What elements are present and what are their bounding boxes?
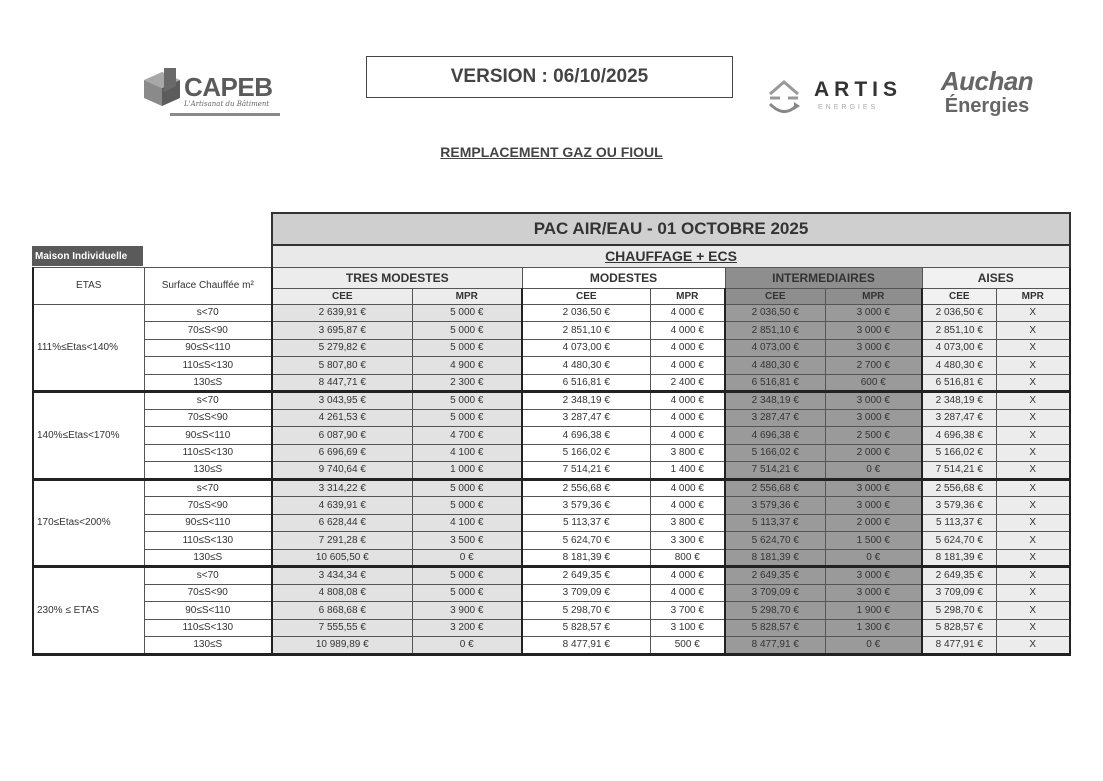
cell-intermediaires-cee: 5 166,02 € <box>725 444 825 462</box>
cell-modestes-mpr: 3 100 € <box>650 619 725 637</box>
cell-modestes-cee: 8 181,39 € <box>522 549 650 567</box>
cell-tres-modestes-cee: 9 740,64 € <box>272 462 412 480</box>
category-intermediaires: INTERMEDIAIRES <box>725 267 922 288</box>
cell-intermediaires-cee: 7 514,21 € <box>725 462 825 480</box>
cell-modestes-mpr: 4 000 € <box>650 409 725 427</box>
surface-range: 90≤S<110 <box>144 339 272 357</box>
subheader-mpr: MPR <box>996 288 1070 304</box>
cell-intermediaires-mpr: 3 000 € <box>825 322 922 340</box>
cell-intermediaires-cee: 3 709,09 € <box>725 584 825 602</box>
cell-modestes-mpr: 3 800 € <box>650 514 725 532</box>
artis-sub: ENERGIES <box>818 104 879 111</box>
cell-tres-modestes-mpr: 5 000 € <box>412 304 522 322</box>
cell-tres-modestes-cee: 8 447,71 € <box>272 374 412 392</box>
cell-aises-cee: 5 624,70 € <box>922 532 996 550</box>
cell-modestes-mpr: 3 700 € <box>650 602 725 620</box>
cell-intermediaires-mpr: 3 000 € <box>825 409 922 427</box>
cell-aises-cee: 8 181,39 € <box>922 549 996 567</box>
surface-range: 110≤S<130 <box>144 444 272 462</box>
category-modestes: MODESTES <box>522 267 725 288</box>
cell-modestes-cee: 2 649,35 € <box>522 567 650 585</box>
cell-modestes-mpr: 500 € <box>650 637 725 655</box>
cell-aises-mpr: X <box>996 479 1070 497</box>
subheader-mpr: MPR <box>825 288 922 304</box>
artis-name: ARTIS <box>814 78 902 101</box>
cell-modestes-cee: 3 709,09 € <box>522 584 650 602</box>
cell-modestes-mpr: 4 000 € <box>650 479 725 497</box>
cell-modestes-mpr: 4 000 € <box>650 567 725 585</box>
cell-tres-modestes-mpr: 5 000 € <box>412 567 522 585</box>
cell-intermediaires-cee: 4 480,30 € <box>725 357 825 375</box>
cell-aises-cee: 2 851,10 € <box>922 322 996 340</box>
cell-intermediaires-cee: 2 036,50 € <box>725 304 825 322</box>
cell-modestes-mpr: 3 300 € <box>650 532 725 550</box>
aid-table <box>32 212 1071 656</box>
column-header-surface <box>144 267 272 304</box>
cell-modestes-cee: 3 579,36 € <box>522 497 650 515</box>
surface-range: s<70 <box>144 479 272 497</box>
cell-tres-modestes-cee: 7 555,55 € <box>272 619 412 637</box>
cell-aises-cee: 5 113,37 € <box>922 514 996 532</box>
auchan-sub: Énergies <box>944 95 1030 117</box>
cell-aises-cee: 5 298,70 € <box>922 602 996 620</box>
cell-tres-modestes-cee: 10 989,89 € <box>272 637 412 655</box>
cell-aises-mpr: X <box>996 409 1070 427</box>
cell-tres-modestes-mpr: 4 900 € <box>412 357 522 375</box>
table-row <box>33 602 1070 620</box>
cell-modestes-cee: 5 166,02 € <box>522 444 650 462</box>
surface-range: 70≤S<90 <box>144 322 272 340</box>
surface-range: 110≤S<130 <box>144 357 272 375</box>
cell-tres-modestes-cee: 5 279,82 € <box>272 339 412 357</box>
cell-modestes-mpr: 4 000 € <box>650 304 725 322</box>
cell-intermediaires-mpr: 3 000 € <box>825 392 922 410</box>
cell-intermediaires-mpr: 3 000 € <box>825 584 922 602</box>
cell-intermediaires-mpr: 1 900 € <box>825 602 922 620</box>
cell-tres-modestes-mpr: 1 000 € <box>412 462 522 480</box>
auchan-logo <box>922 66 1052 130</box>
blank-cell <box>33 213 272 245</box>
table-row <box>33 357 1070 375</box>
cell-modestes-mpr: 4 000 € <box>650 427 725 445</box>
cell-tres-modestes-cee: 3 043,95 € <box>272 392 412 410</box>
cell-intermediaires-mpr: 2 700 € <box>825 357 922 375</box>
subtitle-text: REMPLACEMENT GAZ OU FIOUL <box>440 144 663 160</box>
cell-modestes-mpr: 4 000 € <box>650 392 725 410</box>
cell-aises-mpr: X <box>996 532 1070 550</box>
cell-aises-mpr: X <box>996 339 1070 357</box>
cell-modestes-cee: 5 298,70 € <box>522 602 650 620</box>
cell-modestes-cee: 7 514,21 € <box>522 462 650 480</box>
surface-range: 70≤S<90 <box>144 409 272 427</box>
category-tres-modestes: TRES MODESTES <box>272 267 522 288</box>
capeb-logo <box>140 64 280 120</box>
subheader-cee: CEE <box>725 288 825 304</box>
cell-tres-modestes-mpr: 5 000 € <box>412 322 522 340</box>
cell-aises-cee: 4 073,00 € <box>922 339 996 357</box>
table-row <box>33 584 1070 602</box>
category-aises: AISES <box>922 267 1070 288</box>
cell-modestes-cee: 5 624,70 € <box>522 532 650 550</box>
table-row <box>33 409 1070 427</box>
cell-modestes-mpr: 4 000 € <box>650 584 725 602</box>
cell-aises-mpr: X <box>996 514 1070 532</box>
cell-aises-cee: 4 480,30 € <box>922 357 996 375</box>
cell-intermediaires-cee: 5 828,57 € <box>725 619 825 637</box>
cell-modestes-cee: 4 696,38 € <box>522 427 650 445</box>
document-subtitle <box>0 144 1103 160</box>
version-label: VERSION : 06/10/2025 <box>366 56 733 98</box>
table-row <box>33 304 1070 322</box>
cell-intermediaires-cee: 4 073,00 € <box>725 339 825 357</box>
cell-intermediaires-cee: 5 298,70 € <box>725 602 825 620</box>
cell-modestes-cee: 5 113,37 € <box>522 514 650 532</box>
cell-tres-modestes-mpr: 5 000 € <box>412 497 522 515</box>
surface-range: 90≤S<110 <box>144 602 272 620</box>
cell-intermediaires-cee: 4 696,38 € <box>725 427 825 445</box>
cell-tres-modestes-cee: 10 605,50 € <box>272 549 412 567</box>
cell-modestes-mpr: 3 800 € <box>650 444 725 462</box>
cell-intermediaires-cee: 2 851,10 € <box>725 322 825 340</box>
surface-range: s<70 <box>144 567 272 585</box>
cell-aises-mpr: X <box>996 444 1070 462</box>
cell-tres-modestes-cee: 3 434,34 € <box>272 567 412 585</box>
table-row <box>33 637 1070 655</box>
subheader-cee: CEE <box>922 288 996 304</box>
cell-aises-mpr: X <box>996 357 1070 375</box>
cell-tres-modestes-mpr: 5 000 € <box>412 339 522 357</box>
cell-aises-mpr: X <box>996 637 1070 655</box>
cell-modestes-mpr: 4 000 € <box>650 497 725 515</box>
capeb-underline <box>170 113 280 116</box>
cell-tres-modestes-mpr: 5 000 € <box>412 392 522 410</box>
surface-range: 70≤S<90 <box>144 584 272 602</box>
section-title: CHAUFFAGE + ECS <box>272 245 1070 267</box>
cell-aises-mpr: X <box>996 374 1070 392</box>
cell-aises-cee: 5 828,57 € <box>922 619 996 637</box>
cell-intermediaires-mpr: 0 € <box>825 462 922 480</box>
cell-intermediaires-cee: 2 556,68 € <box>725 479 825 497</box>
cell-tres-modestes-cee: 4 261,53 € <box>272 409 412 427</box>
cell-tres-modestes-mpr: 3 200 € <box>412 619 522 637</box>
cell-modestes-cee: 6 516,81 € <box>522 374 650 392</box>
cell-intermediaires-cee: 2 649,35 € <box>725 567 825 585</box>
cell-tres-modestes-mpr: 5 000 € <box>412 409 522 427</box>
cell-modestes-mpr: 1 400 € <box>650 462 725 480</box>
cell-intermediaires-mpr: 1 300 € <box>825 619 922 637</box>
capeb-cube-icon <box>142 66 182 108</box>
cell-tres-modestes-mpr: 5 000 € <box>412 479 522 497</box>
auchan-name: Auchan <box>940 66 1034 96</box>
cell-aises-cee: 4 696,38 € <box>922 427 996 445</box>
cell-aises-cee: 2 348,19 € <box>922 392 996 410</box>
etas-range: 230% ≤ ETAS <box>33 567 144 655</box>
cell-modestes-cee: 2 851,10 € <box>522 322 650 340</box>
cell-intermediaires-mpr: 3 000 € <box>825 497 922 515</box>
cell-intermediaires-cee: 5 624,70 € <box>725 532 825 550</box>
cell-tres-modestes-cee: 6 696,69 € <box>272 444 412 462</box>
cell-intermediaires-mpr: 3 000 € <box>825 567 922 585</box>
cell-intermediaires-mpr: 2 000 € <box>825 514 922 532</box>
subheader-mpr: MPR <box>412 288 522 304</box>
cell-intermediaires-cee: 8 477,91 € <box>725 637 825 655</box>
cell-modestes-cee: 2 036,50 € <box>522 304 650 322</box>
capeb-name: CAPEB <box>184 72 273 102</box>
cell-tres-modestes-cee: 4 808,08 € <box>272 584 412 602</box>
table-row <box>33 479 1070 497</box>
cell-aises-mpr: X <box>996 497 1070 515</box>
cell-aises-cee: 6 516,81 € <box>922 374 996 392</box>
cell-intermediaires-mpr: 2 500 € <box>825 427 922 445</box>
cell-tres-modestes-cee: 6 087,90 € <box>272 427 412 445</box>
table-row <box>33 619 1070 637</box>
maison-individuelle-badge: Maison Individuelle <box>32 246 143 266</box>
cell-modestes-cee: 4 073,00 € <box>522 339 650 357</box>
cell-tres-modestes-cee: 7 291,28 € <box>272 532 412 550</box>
cell-intermediaires-mpr: 600 € <box>825 374 922 392</box>
cell-aises-mpr: X <box>996 619 1070 637</box>
cell-aises-cee: 2 649,35 € <box>922 567 996 585</box>
cell-intermediaires-mpr: 3 000 € <box>825 304 922 322</box>
etas-range: 140%≤Etas<170% <box>33 392 144 480</box>
surface-range: 90≤S<110 <box>144 514 272 532</box>
etas-range: 170≤Etas<200% <box>33 479 144 567</box>
surface-range: 130≤S <box>144 462 272 480</box>
table-row <box>33 444 1070 462</box>
cell-tres-modestes-mpr: 4 100 € <box>412 514 522 532</box>
cell-aises-cee: 3 579,36 € <box>922 497 996 515</box>
cell-aises-cee: 8 477,91 € <box>922 637 996 655</box>
table-row <box>33 497 1070 515</box>
cell-tres-modestes-cee: 6 628,44 € <box>272 514 412 532</box>
cell-modestes-mpr: 4 000 € <box>650 339 725 357</box>
cell-tres-modestes-mpr: 5 000 € <box>412 584 522 602</box>
column-header-etas: ETAS <box>33 267 144 304</box>
cell-modestes-cee: 2 556,68 € <box>522 479 650 497</box>
table-title: PAC AIR/EAU - 01 OCTOBRE 2025 <box>272 213 1070 245</box>
table-row <box>33 322 1070 340</box>
table-row <box>33 514 1070 532</box>
cell-aises-cee: 2 556,68 € <box>922 479 996 497</box>
cell-aises-mpr: X <box>996 602 1070 620</box>
cell-aises-cee: 2 036,50 € <box>922 304 996 322</box>
cell-intermediaires-mpr: 3 000 € <box>825 339 922 357</box>
table-row <box>33 462 1070 480</box>
cell-tres-modestes-cee: 3 314,22 € <box>272 479 412 497</box>
cell-aises-cee: 5 166,02 € <box>922 444 996 462</box>
cell-intermediaires-mpr: 0 € <box>825 637 922 655</box>
cell-aises-mpr: X <box>996 462 1070 480</box>
cell-aises-cee: 3 287,47 € <box>922 409 996 427</box>
cell-tres-modestes-cee: 4 639,91 € <box>272 497 412 515</box>
surface-range: 70≤S<90 <box>144 497 272 515</box>
table-row <box>33 567 1070 585</box>
cell-intermediaires-mpr: 0 € <box>825 549 922 567</box>
cell-aises-mpr: X <box>996 584 1070 602</box>
cell-modestes-cee: 2 348,19 € <box>522 392 650 410</box>
cell-intermediaires-cee: 2 348,19 € <box>725 392 825 410</box>
artis-logo <box>766 74 916 118</box>
cell-intermediaires-mpr: 2 000 € <box>825 444 922 462</box>
cell-modestes-cee: 5 828,57 € <box>522 619 650 637</box>
cell-aises-mpr: X <box>996 549 1070 567</box>
cell-intermediaires-mpr: 3 000 € <box>825 479 922 497</box>
cell-tres-modestes-cee: 5 807,80 € <box>272 357 412 375</box>
table-row <box>33 339 1070 357</box>
cell-intermediaires-cee: 8 181,39 € <box>725 549 825 567</box>
cell-tres-modestes-mpr: 0 € <box>412 549 522 567</box>
cell-tres-modestes-mpr: 0 € <box>412 637 522 655</box>
cell-modestes-cee: 8 477,91 € <box>522 637 650 655</box>
cell-tres-modestes-mpr: 3 500 € <box>412 532 522 550</box>
cell-intermediaires-cee: 3 287,47 € <box>725 409 825 427</box>
cell-tres-modestes-cee: 2 639,91 € <box>272 304 412 322</box>
cell-intermediaires-mpr: 1 500 € <box>825 532 922 550</box>
cell-tres-modestes-cee: 3 695,87 € <box>272 322 412 340</box>
cell-modestes-mpr: 2 400 € <box>650 374 725 392</box>
cell-aises-mpr: X <box>996 392 1070 410</box>
cell-intermediaires-cee: 6 516,81 € <box>725 374 825 392</box>
cell-modestes-mpr: 800 € <box>650 549 725 567</box>
table-row <box>33 549 1070 567</box>
table-row <box>33 427 1070 445</box>
surface-range: s<70 <box>144 304 272 322</box>
surface-range: 90≤S<110 <box>144 427 272 445</box>
surface-range: 130≤S <box>144 637 272 655</box>
cell-aises-cee: 7 514,21 € <box>922 462 996 480</box>
surface-range: s<70 <box>144 392 272 410</box>
cell-aises-cee: 3 709,09 € <box>922 584 996 602</box>
cell-aises-mpr: X <box>996 567 1070 585</box>
cell-tres-modestes-mpr: 2 300 € <box>412 374 522 392</box>
cell-aises-mpr: X <box>996 427 1070 445</box>
subheader-mpr: MPR <box>650 288 725 304</box>
surface-header-text: Surface Chauffée m² <box>161 280 254 291</box>
cell-aises-mpr: X <box>996 304 1070 322</box>
cell-aises-mpr: X <box>996 322 1070 340</box>
cell-tres-modestes-mpr: 4 700 € <box>412 427 522 445</box>
subheader-cee: CEE <box>272 288 412 304</box>
subheader-cee: CEE <box>522 288 650 304</box>
cell-modestes-cee: 3 287,47 € <box>522 409 650 427</box>
etas-range: 111%≤Etas<140% <box>33 304 144 392</box>
cell-tres-modestes-mpr: 4 100 € <box>412 444 522 462</box>
cell-intermediaires-cee: 5 113,37 € <box>725 514 825 532</box>
table-row <box>33 532 1070 550</box>
cell-modestes-mpr: 4 000 € <box>650 322 725 340</box>
cell-tres-modestes-cee: 6 868,68 € <box>272 602 412 620</box>
cell-intermediaires-cee: 3 579,36 € <box>725 497 825 515</box>
surface-range: 130≤S <box>144 374 272 392</box>
table-row <box>33 392 1070 410</box>
cell-tres-modestes-mpr: 3 900 € <box>412 602 522 620</box>
table-row <box>33 374 1070 392</box>
surface-range: 110≤S<130 <box>144 532 272 550</box>
surface-range: 110≤S<130 <box>144 619 272 637</box>
cell-modestes-cee: 4 480,30 € <box>522 357 650 375</box>
artis-cycle-icon <box>766 76 802 116</box>
cell-modestes-mpr: 4 000 € <box>650 357 725 375</box>
capeb-tagline: L'Artisanat du Bâtiment <box>184 100 270 108</box>
surface-range: 130≤S <box>144 549 272 567</box>
